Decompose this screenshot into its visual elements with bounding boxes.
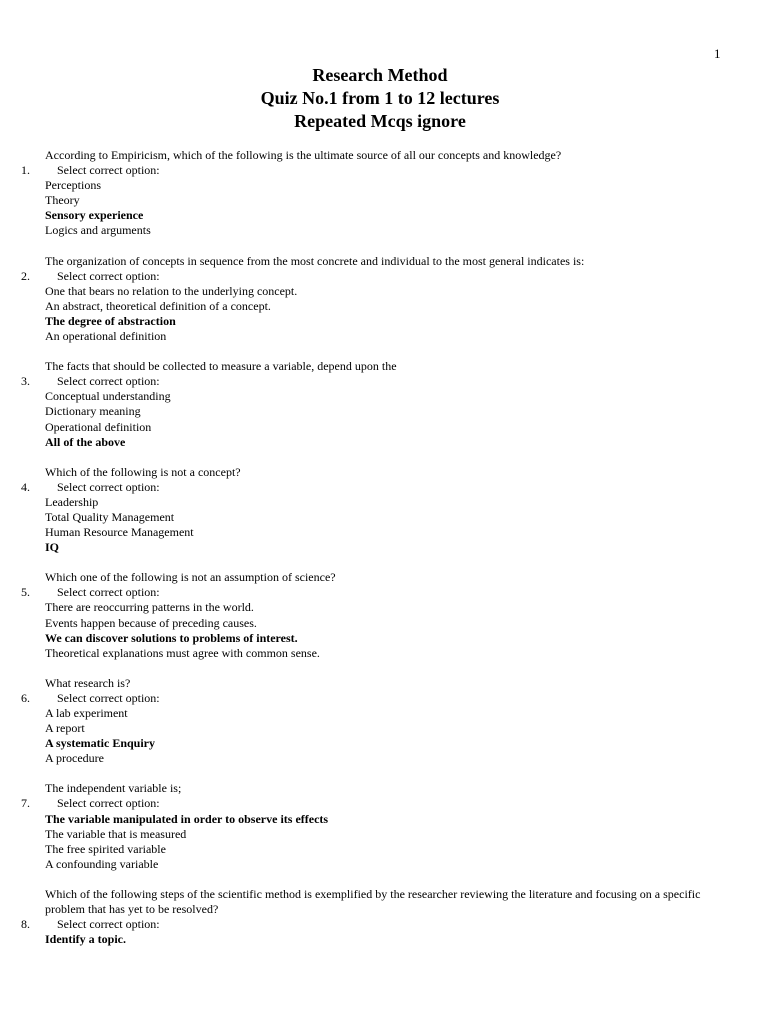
- question-text: What research is?: [45, 675, 131, 690]
- question-number-row: [0, 269, 768, 284]
- question-number-row: [0, 163, 768, 178]
- answer-option: Dictionary meaning: [45, 404, 141, 419]
- answer-option: Perceptions: [45, 178, 101, 193]
- select-option-prompt: Select correct option:: [57, 916, 160, 931]
- title-line-2: Quiz No.1 from 1 to 12 lectures: [260, 88, 500, 108]
- answer-option: Theoretical explanations must agree with common sense.: [45, 645, 320, 660]
- question-number: 1.: [21, 163, 30, 178]
- answer-option: Logics and arguments: [45, 223, 151, 238]
- question-number: 3.: [21, 374, 30, 389]
- question-number-row: [0, 480, 768, 495]
- question-number-row: [0, 374, 768, 389]
- question-block: [0, 781, 768, 872]
- title-line-3: Repeated Mcqs ignore: [294, 111, 466, 131]
- answer-option: Theory: [45, 193, 80, 208]
- question-block: [0, 887, 768, 947]
- question-text: The organization of concepts in sequence from the most concrete and individual to the most general indicates is:: [45, 253, 585, 268]
- correct-option: A systematic Enquiry: [45, 736, 156, 751]
- answer-option: Operational definition: [45, 419, 152, 434]
- question-text: The independent variable is;: [45, 781, 182, 796]
- answer-option: Human Resource Management: [45, 525, 194, 540]
- question-text: Which one of the following is not an assumption of science?: [45, 570, 336, 585]
- select-option-prompt: Select correct option:: [57, 690, 160, 705]
- question-number-row: [0, 796, 768, 811]
- select-option-prompt: Select correct option:: [57, 163, 160, 178]
- question-text: According to Empiricism, which of the following is the ultimate source of all our concepts and knowledge?: [45, 148, 562, 162]
- correct-option: All of the above: [45, 434, 126, 449]
- select-option-prompt: Select correct option:: [57, 585, 160, 600]
- question-text: Which of the following steps of the scientific method is exemplified by the researcher reviewing the literature and focusing on a specific problem that has yet to be resolved?: [45, 886, 701, 916]
- question-number: 4.: [21, 479, 30, 494]
- question-number-row: [0, 691, 768, 706]
- question-number: 2.: [21, 268, 30, 283]
- select-option-prompt: Select correct option:: [57, 479, 160, 494]
- answer-option: Events happen because of preceding causes.: [45, 615, 257, 630]
- page-number: 1: [714, 46, 721, 61]
- answer-option: One that bears no relation to the underlying concept.: [45, 283, 298, 298]
- correct-option: Sensory experience: [45, 208, 144, 223]
- answer-option: Total Quality Management: [45, 509, 175, 524]
- question-block: [0, 359, 768, 450]
- correct-option: The variable manipulated in order to observe its effects: [45, 811, 329, 826]
- select-option-prompt: Select correct option:: [57, 268, 160, 283]
- question-number-row: [0, 585, 768, 600]
- select-option-prompt: Select correct option:: [57, 796, 160, 811]
- title-line-1: Research Method: [312, 65, 448, 85]
- question-number: 7.: [21, 796, 30, 811]
- question-list: [0, 148, 768, 962]
- question-block: [0, 676, 768, 767]
- answer-option: An abstract, theoretical definition of a concept.: [45, 298, 271, 313]
- question-text: Which of the following is not a concept?: [45, 464, 241, 479]
- answer-option: Conceptual understanding: [45, 389, 171, 404]
- answer-option: A confounding variable: [45, 856, 159, 871]
- answer-option: The free spirited variable: [45, 841, 166, 856]
- question-block: [0, 570, 768, 661]
- question-number-row: [0, 917, 768, 932]
- question-number: 6.: [21, 690, 30, 705]
- answer-option: Leadership: [45, 494, 99, 509]
- question-number: 5.: [21, 585, 30, 600]
- answer-option: The variable that is measured: [45, 826, 187, 841]
- document-title: [0, 64, 760, 133]
- correct-option: The degree of abstraction: [45, 313, 176, 328]
- correct-option: Identify a topic.: [45, 932, 126, 947]
- question-block: [0, 465, 768, 556]
- question-block: [0, 254, 768, 345]
- question-number: 8.: [21, 916, 30, 931]
- answer-option: A report: [45, 721, 85, 736]
- answer-option: An operational definition: [45, 329, 167, 344]
- answer-option: A lab experiment: [45, 706, 128, 720]
- select-option-prompt: Select correct option:: [57, 374, 160, 389]
- correct-option: We can discover solutions to problems of interest.: [45, 630, 298, 645]
- answer-option: A procedure: [45, 751, 104, 766]
- question-text: The facts that should be collected to measure a variable, depend upon the: [45, 359, 397, 374]
- correct-option: IQ: [45, 540, 60, 555]
- question-block: [0, 148, 768, 239]
- answer-option: There are reoccurring patterns in the world.: [45, 600, 254, 615]
